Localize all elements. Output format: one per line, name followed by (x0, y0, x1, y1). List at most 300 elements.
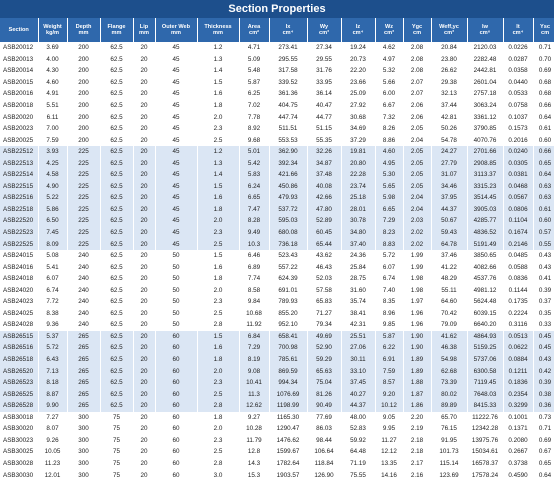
table-cell: 6.11 (38, 111, 67, 123)
table-cell: 60 (155, 377, 197, 389)
section-cell: ASB24028 (0, 319, 38, 331)
table-cell: 553.53 (269, 134, 307, 146)
table-cell: 2282.48 (467, 54, 503, 66)
table-cell: 0.68 (533, 88, 554, 100)
table-cell: 25.84 (341, 261, 375, 273)
table-cell: 0.42 (533, 365, 554, 377)
section-cell: ASB22513 (0, 157, 38, 169)
table-cell: 7.59 (375, 365, 403, 377)
table-cell: 200 (67, 100, 100, 112)
table-cell: 4.62 (375, 42, 403, 54)
table-cell: 0.0513 (503, 331, 533, 343)
column-header-label: Weight (39, 24, 67, 30)
table-cell: 50.67 (431, 215, 467, 227)
table-cell: 240 (67, 250, 100, 262)
table-cell: 62.68 (431, 365, 467, 377)
table-cell: 33.95 (307, 77, 341, 89)
table-cell: 15034.61 (467, 446, 503, 458)
table-cell: 9.27 (239, 412, 269, 424)
table-cell: 1290.47 (269, 423, 307, 435)
table-cell: 20 (133, 42, 155, 54)
section-cell: ASB20023 (0, 123, 38, 135)
table-cell: 8.18 (38, 377, 67, 389)
table-cell: 1903.57 (269, 469, 307, 481)
table-cell: 2.08 (403, 65, 431, 77)
table-cell: 0.66 (533, 100, 554, 112)
table-cell: 52.03 (307, 273, 341, 285)
section-cell: ASB26520 (0, 365, 38, 377)
table-cell: 404.75 (269, 100, 307, 112)
table-cell: 20 (133, 296, 155, 308)
table-cell: 75 (100, 423, 133, 435)
table-cell: 31.07 (431, 169, 467, 181)
table-cell: 6640.20 (467, 319, 503, 331)
table-cell: 79.09 (431, 319, 467, 331)
table-cell: 7.78 (239, 111, 269, 123)
table-cell: 123.69 (431, 469, 467, 481)
table-cell: 1.3 (197, 157, 239, 169)
table-cell: 27.06 (341, 342, 375, 354)
table-row (0, 204, 554, 216)
table-cell: 29.55 (307, 54, 341, 66)
table-cell: 62.5 (100, 192, 133, 204)
table-cell: 37.44 (431, 100, 467, 112)
table-cell: 0.1104 (503, 215, 533, 227)
table-cell: 2.05 (403, 181, 431, 193)
table-cell: 43.62 (307, 250, 341, 262)
table-cell: 17578.24 (467, 469, 503, 481)
table-cell: 2.07 (403, 88, 431, 100)
table-cell: 10.28 (239, 423, 269, 435)
table-cell: 3850.65 (467, 250, 503, 262)
table-cell: 4537.76 (467, 273, 503, 285)
table-cell: 20 (133, 100, 155, 112)
table-cell: 4.95 (375, 157, 403, 169)
table-cell: 45 (155, 134, 197, 146)
table-cell: 2.05 (403, 157, 431, 169)
table-cell: 0.68 (533, 77, 554, 89)
table-cell: 62.5 (100, 100, 133, 112)
table-cell: 50 (155, 250, 197, 262)
table-cell: 3.0 (197, 469, 239, 481)
table-cell: 62.5 (100, 238, 133, 250)
column-header-label: Flange (101, 24, 133, 30)
table-cell: 7.27 (38, 412, 67, 424)
table-cell: 20 (133, 227, 155, 239)
table-cell: 27.34 (307, 42, 341, 54)
column-header-label: Weff,yc (432, 24, 467, 30)
section-cell: ASB20025 (0, 134, 38, 146)
table-cell: 557.22 (269, 261, 307, 273)
table-cell: 265 (67, 354, 100, 366)
table-cell: 0.0884 (503, 354, 533, 366)
table-cell: 62.5 (100, 169, 133, 181)
table-cell: 0.69 (533, 435, 554, 447)
table-cell: 118.84 (307, 458, 341, 470)
table-cell: 300 (67, 458, 100, 470)
table-cell: 2601.04 (467, 77, 503, 89)
table-cell: 30.78 (341, 215, 375, 227)
table-cell: 4981.12 (467, 284, 503, 296)
table-cell: 20.73 (341, 54, 375, 66)
table-cell: 27.79 (431, 157, 467, 169)
table-cell: 19.81 (341, 146, 375, 158)
table-cell: 62.5 (100, 388, 133, 400)
table-cell: 9.26 (38, 435, 67, 447)
table-cell: 6.65 (239, 192, 269, 204)
table-cell: 20 (133, 54, 155, 66)
table-cell: 3.93 (38, 146, 67, 158)
table-cell: 20 (133, 458, 155, 470)
column-header (155, 18, 197, 42)
table-cell: 0.64 (533, 169, 554, 181)
table-cell: 2.04 (403, 204, 431, 216)
table-cell: 45 (155, 169, 197, 181)
table-cell: 300 (67, 412, 100, 424)
table-cell: 2.3 (197, 123, 239, 135)
table-cell: 6.07 (38, 273, 67, 285)
table-cell: 1.5 (197, 331, 239, 343)
table-cell: 225 (67, 192, 100, 204)
table-cell: 1476.62 (269, 435, 307, 447)
table-cell: 0.39 (533, 284, 554, 296)
table-cell: 2.8 (197, 400, 239, 412)
table-cell: 52.89 (307, 215, 341, 227)
table-row (0, 377, 554, 389)
table-cell: 12.01 (38, 469, 67, 481)
table-cell: 71.19 (341, 458, 375, 470)
table-cell: 11.92 (239, 319, 269, 331)
table-cell: 20 (133, 308, 155, 320)
table-cell: 20 (133, 157, 155, 169)
table-cell: 0.2016 (503, 134, 533, 146)
table-cell: 86.03 (307, 423, 341, 435)
table-cell: 40.08 (307, 181, 341, 193)
table-cell: 20 (133, 88, 155, 100)
table-cell: 0.3299 (503, 400, 533, 412)
table-cell: 101.73 (431, 446, 467, 458)
table-cell: 31.60 (341, 284, 375, 296)
table-cell: 70.42 (431, 308, 467, 320)
section-cell: ASB20015 (0, 77, 38, 89)
column-header (533, 18, 554, 42)
column-header (197, 18, 239, 42)
table-cell: 1.5 (197, 77, 239, 89)
table-cell: 317.58 (269, 65, 307, 77)
table-cell: 20 (133, 146, 155, 158)
table-cell: 0.1674 (503, 227, 533, 239)
table-cell: 200 (67, 123, 100, 135)
table-cell: 62.5 (100, 204, 133, 216)
table-cell: 1165.30 (269, 412, 307, 424)
column-header-label: It (504, 24, 533, 30)
table-cell: 0.39 (533, 377, 554, 389)
table-cell: 6.22 (375, 342, 403, 354)
table-cell: 19.24 (341, 42, 375, 54)
table-cell: 0.33 (533, 319, 554, 331)
table-cell: 1.6 (197, 261, 239, 273)
section-cell: ASB26515 (0, 331, 38, 343)
table-cell: 55.11 (431, 284, 467, 296)
table-cell: 52.83 (341, 423, 375, 435)
table-cell: 37.29 (341, 134, 375, 146)
table-cell: 511.51 (269, 123, 307, 135)
table-cell: 20 (133, 238, 155, 250)
table-row (0, 192, 554, 204)
table-cell: 38.41 (341, 308, 375, 320)
table-cell: 75.04 (307, 377, 341, 389)
table-cell: 45 (155, 100, 197, 112)
table-row (0, 123, 554, 135)
table-cell: 2.06 (403, 100, 431, 112)
table-cell: 0.57 (533, 227, 554, 239)
table-cell: 7.13 (38, 365, 67, 377)
table-cell: 1.8 (197, 100, 239, 112)
table-cell: 14.16 (375, 469, 403, 481)
table-cell: 50 (155, 261, 197, 273)
table-cell: 49.69 (307, 331, 341, 343)
table-cell: 20 (133, 134, 155, 146)
section-cell: ASB30023 (0, 435, 38, 447)
table-row (0, 77, 554, 89)
column-header (375, 18, 403, 42)
table-cell: 2.5 (197, 388, 239, 400)
table-cell: 4.97 (375, 54, 403, 66)
table-cell: 62.5 (100, 354, 133, 366)
table-cell: 447.74 (269, 111, 307, 123)
table-cell: 52.90 (307, 342, 341, 354)
table-cell: 1.6 (197, 192, 239, 204)
table-cell: 16578.37 (467, 458, 503, 470)
table-cell: 62.5 (100, 284, 133, 296)
table-cell: 5.42 (239, 157, 269, 169)
column-header-unit: cm⁴ (342, 30, 375, 36)
column-header-label: Wy (308, 24, 341, 30)
table-body (0, 42, 554, 481)
column-header-unit: cm³ (308, 30, 341, 36)
table-cell: 10.68 (239, 308, 269, 320)
table-cell: 2.02 (403, 238, 431, 250)
column-header-unit: kg/m (39, 30, 67, 36)
table-cell: 6.84 (239, 331, 269, 343)
table-row (0, 88, 554, 100)
table-cell: 55.35 (307, 134, 341, 146)
table-cell: 59.92 (341, 435, 375, 447)
table-cell: 4.91 (38, 88, 67, 100)
table-cell: 200 (67, 65, 100, 77)
table-cell: 265 (67, 400, 100, 412)
table-cell: 35.74 (341, 296, 375, 308)
table-row (0, 331, 554, 343)
table-cell: 75 (100, 446, 133, 458)
table-row (0, 319, 554, 331)
table-cell: 29.38 (431, 77, 467, 89)
table-cell: 8.96 (375, 308, 403, 320)
column-header-unit: cm³ (376, 30, 403, 36)
column-header-label: Section (0, 27, 38, 33)
table-cell: 20 (133, 412, 155, 424)
table-cell: 8.57 (375, 377, 403, 389)
table-cell: 60 (155, 400, 197, 412)
table-cell: 225 (67, 215, 100, 227)
table-cell: 0.3116 (503, 319, 533, 331)
table-cell: 6.67 (375, 100, 403, 112)
table-cell: 20 (133, 354, 155, 366)
table-cell: 265 (67, 365, 100, 377)
table-cell: 65.63 (307, 365, 341, 377)
table-row (0, 181, 554, 193)
table-cell: 7119.45 (467, 377, 503, 389)
table-cell: 225 (67, 157, 100, 169)
table-cell: 25.09 (341, 88, 375, 100)
table-cell: 10.05 (38, 446, 67, 458)
column-header-unit: cm⁴ (504, 30, 533, 36)
table-cell: 624.39 (269, 273, 307, 285)
table-cell: 2.20 (403, 412, 431, 424)
table-cell: 6.07 (375, 261, 403, 273)
table-cell: 62.5 (100, 331, 133, 343)
column-header-label: Thickness (198, 24, 239, 30)
column-header (67, 18, 100, 42)
table-cell: 45 (155, 88, 197, 100)
table-cell: 1.8 (197, 273, 239, 285)
table-cell: 0.0440 (503, 77, 533, 89)
table-cell: 0.60 (533, 215, 554, 227)
table-cell: 8.07 (38, 423, 67, 435)
table-cell: 45 (155, 77, 197, 89)
table-cell: 20.84 (431, 42, 467, 54)
table-cell: 0.1144 (503, 284, 533, 296)
table-cell: 2.04 (403, 134, 431, 146)
table-cell: 80.02 (431, 388, 467, 400)
table-cell: 64.48 (341, 446, 375, 458)
table-row (0, 146, 554, 158)
table-row (0, 446, 554, 458)
table-cell: 952.10 (269, 319, 307, 331)
table-cell: 62.5 (100, 261, 133, 273)
table-cell: 2.04 (403, 192, 431, 204)
table-cell: 7.45 (38, 227, 67, 239)
table-cell: 37.45 (341, 377, 375, 389)
table-cell: 5.66 (375, 77, 403, 89)
table-cell: 0.36 (533, 400, 554, 412)
table-cell: 62.5 (100, 123, 133, 135)
table-cell: 37.46 (431, 250, 467, 262)
table-cell: 225 (67, 204, 100, 216)
table-cell: 240 (67, 284, 100, 296)
table-cell: 62.5 (100, 319, 133, 331)
table-cell: 2.5 (197, 308, 239, 320)
table-row (0, 423, 554, 435)
section-cell: ASB30028 (0, 458, 38, 470)
table-cell: 0.45 (533, 342, 554, 354)
table-row (0, 169, 554, 181)
table-cell: 225 (67, 238, 100, 250)
table-cell: 62.5 (100, 65, 133, 77)
table-row (0, 400, 554, 412)
table-cell: 200 (67, 77, 100, 89)
section-cell: ASB20018 (0, 100, 38, 112)
table-cell: 5159.25 (467, 342, 503, 354)
table-cell: 25.51 (341, 331, 375, 343)
table-cell: 0.0622 (503, 342, 533, 354)
table-cell: 3361.12 (467, 111, 503, 123)
table-cell: 2.3 (197, 296, 239, 308)
table-cell: 62.5 (100, 181, 133, 193)
table-cell: 10.3 (239, 238, 269, 250)
table-cell: 9.49 (239, 227, 269, 239)
column-header (403, 18, 431, 42)
table-cell: 20 (133, 169, 155, 181)
table-cell: 8415.33 (467, 400, 503, 412)
table-cell: 5.87 (239, 77, 269, 89)
table-cell: 60 (155, 446, 197, 458)
column-header (467, 18, 503, 42)
table-cell: 0.43 (533, 261, 554, 273)
table-cell: 1.5 (197, 181, 239, 193)
table-cell: 42.81 (431, 111, 467, 123)
table-cell: 2908.85 (467, 157, 503, 169)
table-cell: 20 (133, 204, 155, 216)
table-cell: 40.27 (341, 388, 375, 400)
table-cell: 50 (155, 284, 197, 296)
table-cell: 0.0240 (503, 146, 533, 158)
table-cell: 50 (155, 273, 197, 285)
table-cell: 62.5 (100, 296, 133, 308)
table-row (0, 238, 554, 250)
table-row (0, 412, 554, 424)
table-cell: 8.58 (239, 284, 269, 296)
table-cell: 20 (133, 261, 155, 273)
table-cell: 200 (67, 54, 100, 66)
table-cell: 20 (133, 215, 155, 227)
table-cell: 60 (155, 435, 197, 447)
column-header-label: Ygc (404, 24, 431, 30)
table-cell: 7.72 (38, 296, 67, 308)
table-cell: 225 (67, 146, 100, 158)
table-row (0, 469, 554, 481)
table-cell: 7.40 (375, 284, 403, 296)
table-cell: 90.49 (307, 400, 341, 412)
table-cell: 300 (67, 435, 100, 447)
table-cell: 9.95 (375, 423, 403, 435)
table-cell: 0.63 (533, 181, 554, 193)
section-cell: ASB22518 (0, 204, 38, 216)
table-cell: 48.29 (431, 273, 467, 285)
table-cell: 2.08 (403, 54, 431, 66)
table-cell: 362.90 (269, 146, 307, 158)
table-cell: 60.45 (307, 227, 341, 239)
section-cell: ASB24020 (0, 284, 38, 296)
table-cell: 9.90 (38, 400, 67, 412)
table-cell: 4.30 (38, 65, 67, 77)
table-cell: 1.3 (197, 54, 239, 66)
table-cell: 300 (67, 469, 100, 481)
table-cell: 45 (155, 192, 197, 204)
table-cell: 65.44 (307, 238, 341, 250)
section-cell: ASB24015 (0, 250, 38, 262)
table-cell: 0.3738 (503, 458, 533, 470)
table-cell: 0.2080 (503, 435, 533, 447)
table-cell: 77.69 (307, 412, 341, 424)
table-cell: 2.0 (197, 423, 239, 435)
table-cell: 28.01 (341, 204, 375, 216)
table-cell: 9.05 (375, 412, 403, 424)
table-cell: 4.60 (375, 146, 403, 158)
table-cell: 11.23 (38, 458, 67, 470)
table-cell: 50.26 (431, 123, 467, 135)
table-cell: 20 (133, 446, 155, 458)
